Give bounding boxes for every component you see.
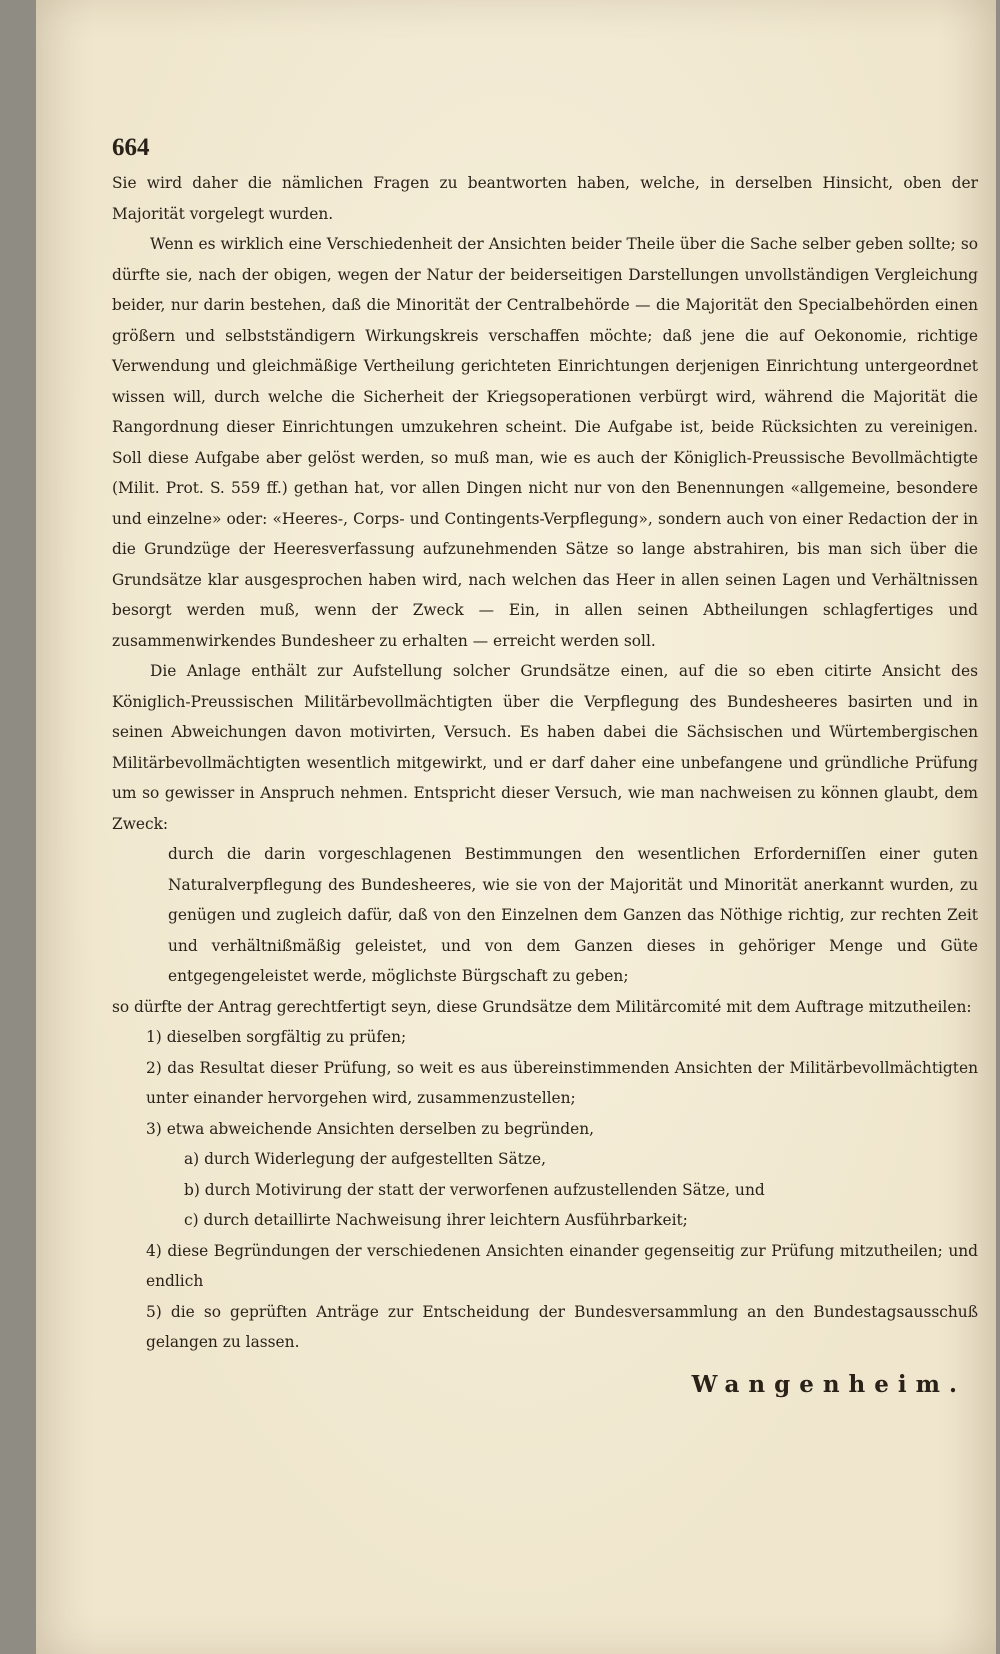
page-number: 664 [112,134,150,161]
list-item: b) durch Motivirung der statt der verworfenen aufzustellenden Sätze, und [184,1180,765,1199]
numbered-list [112,1022,978,1144]
book-page [36,0,996,1654]
list-item: a) durch Widerlegung der aufgestellten Sätze, [184,1150,546,1168]
list-item: 4) diese Begründungen der verschiedenen Ansichten einander gegenseitig zur Prüfung mitzutheilen; und endlich [146,1241,978,1290]
signature: Wangenheim. [691,1370,966,1398]
paragraph-3: Die Anlage enthält zur Aufstellung solcher Grundsätze einen, auf die so eben citirte Ansicht des Königlich-Preussischen Militärbevollmächtigten über die Verpflegung des Bundesheeres basirten und in seinen Abweichungen davon motivirten, Versuch. Es haben dabei die Sächsischen und Würtembergischen Militärbevollmächtigten wesentlich mitgewirkt, und er darf daher eine unbefangene und gründliche Prüfung um so gewisser in Anspruch nehmen. Entspricht dieser Versuch, wie man nachweisen zu können glaubt, dem Zweck: [112,662,978,833]
paragraph-1: Sie wird daher die nämlichen Fragen zu beantworten haben, welche, in derselben Hinsicht, oben der Majorität vorgelegt wurden. [112,174,978,223]
list-item: 5) die so geprüften Anträge zur Entscheidung der Bundesversammlung an den Bundestagsausschuß gelangen zu lassen. [146,1302,978,1351]
lettered-list [112,1144,978,1236]
list-item: 3) etwa abweichende Ansichten derselben zu begründen, [146,1119,595,1138]
purpose-clause-block [112,839,978,992]
page-text [112,134,978,1402]
list-item: c) durch detaillirte Nachweisung ihrer leichtern Ausführbarkeit; [184,1211,688,1229]
list-item: 1) dieselben sorgfältig zu prüfen; [146,1028,407,1046]
numbered-list-continued [112,1236,978,1358]
paragraph-4: so dürfte der Antrag gerechtfertigt seyn, diese Grundsätze dem Militärcomité mit dem Auftrage mitzutheilen: [112,997,972,1016]
purpose-clause: durch die darin vorgeschlagenen Bestimmungen den wesentlichen Erforderniſſen einer guten Naturalverpflegung des Bundesheeres, wie sie von der Majorität und Minorität anerkannt wurden, zu genügen und zugleich dafür, daß von den Einzelnen dem Ganzen das Nöthige richtig, zur rechten Zeit und verhältnißmäßig geleistet, und von dem Ganzen dieses in gehöriger Menge und Güte entgegengeleistet werde, möglichste Bürgschaft zu geben; [168,845,978,985]
paragraph-2: Wenn es wirklich eine Verschiedenheit der Ansichten beider Theile über die Sache selber geben sollte; so dürfte sie, nach der obigen, wegen der Natur der beiderseitigen Darstellungen unvollständigen Vergleichung beider, nur darin bestehen, daß die Minorität der Centralbehörde — die Majorität den Specialbehörden einen größern und selbstständigern Wirkungskreis verschaffen möchte; daß jene die auf Oekonomie, richtige Verwendung und gleichmäßige Vertheilung gerichteten Einrichtungen derjenigen Einrichtung untergeordnet wissen will, durch welche die Sicherheit der Kriegsoperationen verbürgt wird, während die Majorität die Rangordnung dieser Einrichtungen umzukehren scheint. Die Aufgabe ist, beide Rücksichten zu vereinigen. Soll diese Aufgabe aber gelöst werden, so muß man, wie es auch der Königlich-Preussische Bevollmächtigte (Milit. Prot. S. 559 ff.) gethan hat, vor allen Dingen nicht nur von den Benennungen «allgemeine, besondere und einzelne» oder: «Heeres-, Corps- und Contingents-Verpflegung», sondern auch von einer Redaction der in die Grundzüge der Heeresverfassung aufzunehmenden Sätze so lange abstrahiren, bis man sich über die Grundsätze klar ausgesprochen haben wird, nach welchen das Heer in allen seinen Lagen und Verhältnissen besorgt werden muß, wenn der Zweck — Ein, in allen seinen Abtheilungen schlagfertiges und zusammenwirkendes Bundesheer zu erhalten — erreicht werden soll. [112,235,978,650]
list-item: 2) das Resultat dieser Prüfung, so weit es aus übereinstimmenden Ansichten der Militärbevollmächtigten unter einander hervorgehen wird, zusammenzustellen; [146,1058,978,1107]
